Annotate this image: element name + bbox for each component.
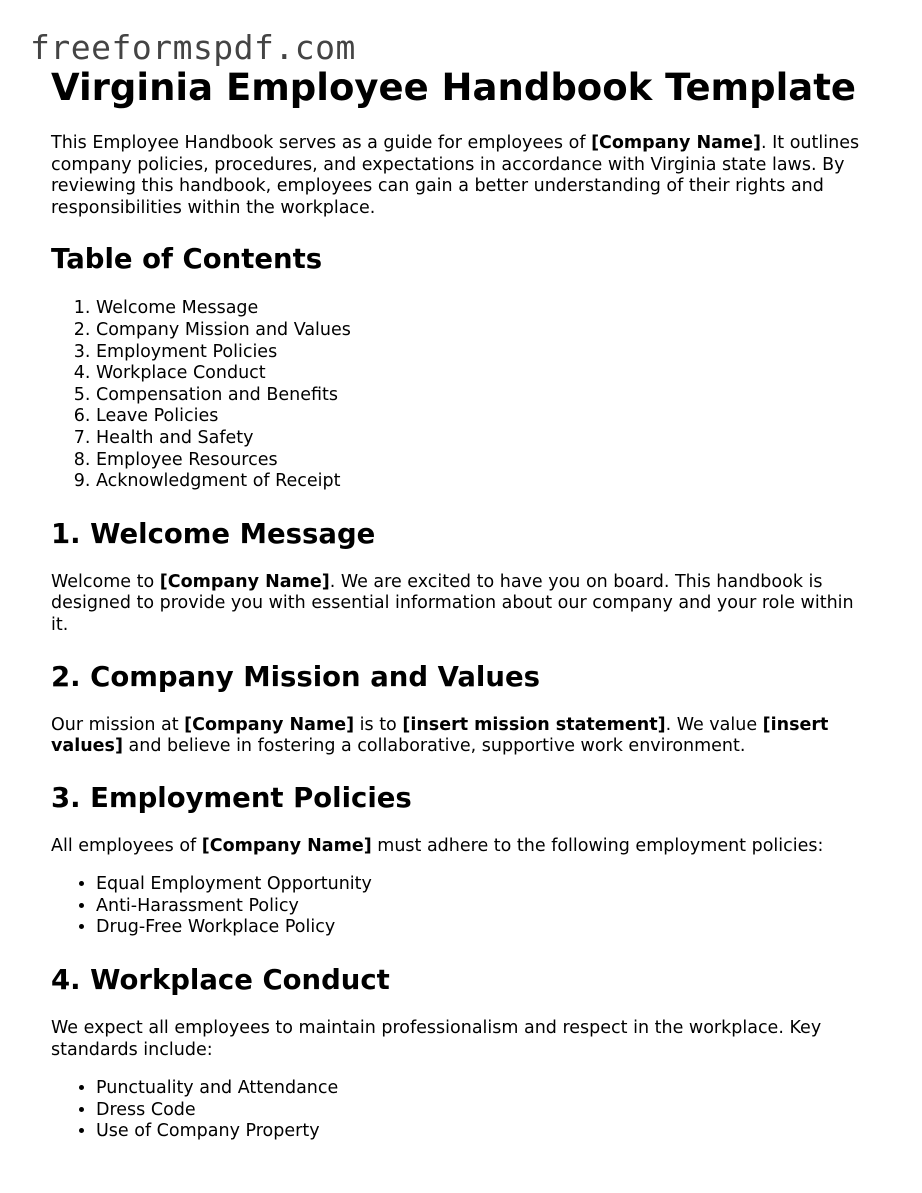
intro-text-1: This Employee Handbook serves as a guide for employees of: [51, 133, 592, 153]
list-item: • Equal Employment Opportunity: [96, 874, 871, 896]
conduct-heading: 4. Workplace Conduct: [51, 964, 390, 997]
list-item: • Punctuality and Attendance: [96, 1078, 871, 1100]
intro-paragraph: [51, 133, 871, 219]
toc-item: 5. Compensation and Benefits: [96, 385, 871, 407]
toc-item: 1. Welcome Message: [96, 298, 871, 320]
toc-item: 9. Acknowledgment of Receipt: [96, 471, 871, 493]
welcome-text-2: . We are excited to have you on board. This handbook is designed to provide you with essential information about our company and your role within it.: [51, 571, 854, 635]
company-name-placeholder: [Company Name]: [159, 571, 330, 592]
employment-text-1: All employees of: [51, 835, 202, 856]
mission-heading: 2. Company Mission and Values: [51, 660, 540, 693]
employment-heading: 3. Employment Policies: [51, 781, 412, 814]
document-title: Virginia Employee Handbook Template: [51, 66, 857, 109]
mission-paragraph: [51, 715, 871, 758]
toc-heading: Table of Contents: [51, 243, 323, 276]
company-name-placeholder: [Company Name]: [591, 133, 762, 153]
conduct-paragraph: We expect all employees to maintain professionalism and respect in the workplace. Key standards include:: [51, 1018, 822, 1060]
list-item: • Dress Code: [96, 1100, 871, 1122]
company-name-placeholder: [Company Name]: [184, 714, 355, 735]
employment-policy-list: [51, 874, 871, 939]
mission-text-3: . We value: [665, 714, 763, 735]
mission-statement-placeholder: [insert mission statement]: [402, 714, 666, 735]
welcome-heading: 1. Welcome Message: [51, 517, 376, 550]
mission-text-4: and believe in fostering a collaborative, supportive work environment.: [122, 736, 746, 757]
toc-item: 2. Company Mission and Values: [96, 320, 871, 342]
intro-text-2: . It outlines company policies, procedures, and expectations in accordance with Virginia state laws. By reviewing this handbook, employees can gain a better understanding of their rights and responsibilities within the workplace.: [51, 133, 860, 218]
list-item: • Anti-Harassment Policy: [96, 896, 871, 918]
toc-item: 6. Leave Policies: [96, 406, 871, 428]
list-item: • Drug-Free Workplace Policy: [96, 917, 871, 939]
toc-item: 7. Health and Safety: [96, 428, 871, 450]
mission-text-1: Our mission at: [51, 714, 185, 735]
conduct-standards-list: [51, 1078, 871, 1143]
list-item: • Use of Company Property: [96, 1121, 871, 1143]
values-placeholder: [insert values]: [51, 714, 829, 757]
employment-text-2: must adhere to the following employment policies:: [371, 835, 824, 856]
document-page: [51, 62, 871, 1143]
toc-list: [51, 298, 871, 492]
watermark: freeformspdf.com: [30, 28, 356, 67]
welcome-text-1: Welcome to: [51, 571, 160, 592]
toc-item: 8. Employee Resources: [96, 450, 871, 472]
welcome-paragraph: [51, 572, 871, 637]
mission-text-2: is to: [354, 714, 403, 735]
toc-item: 4. Workplace Conduct: [96, 363, 871, 385]
toc-item: 3. Employment Policies: [96, 342, 871, 364]
company-name-placeholder: [Company Name]: [201, 835, 372, 856]
employment-paragraph: [51, 836, 871, 858]
